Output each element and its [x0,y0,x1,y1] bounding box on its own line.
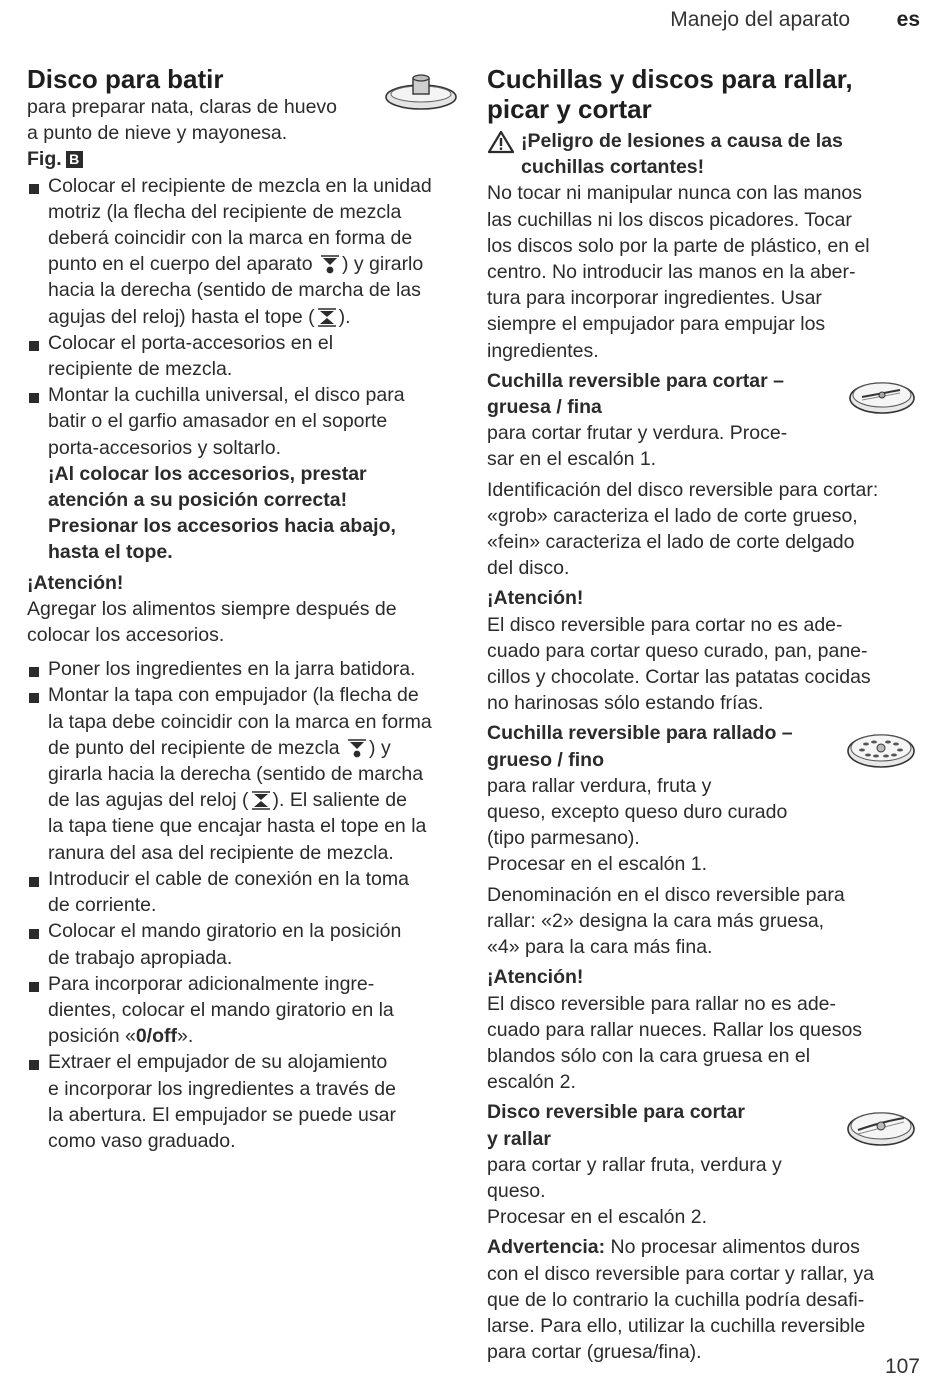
text-line: El disco reversible para rallar no es ade- [487,992,837,1015]
text-line: para cortar frutar y verdura. Proce- [487,422,788,445]
page-number: 107 [884,1355,920,1378]
text-line: sar en el escalón 1. [487,448,657,471]
text-line: siempre el empujador para empujar los [487,313,826,336]
text-line: cuado para cortar queso curado, pan, pane- [487,639,868,662]
text-span: ) y girarlo [341,253,424,276]
text-line: Para incorporar adicionalmente ingre- [48,972,375,995]
dot-mark-icon [318,254,342,274]
text-span: ) y [369,736,391,759]
bold-warning-line: hasta el tope. [48,541,173,564]
text-line: motriz (la flecha del recipiente de mezcla [48,200,402,223]
text-line: larse. Para ello, utilizar la cuchilla reversible [487,1314,866,1337]
text-span: ). [338,305,351,328]
text-line: Montar la cuchilla universal, el disco para [48,384,405,407]
bold-warning-line: Presionar los accesorios hacia abajo, [48,515,396,538]
attention-heading: ¡Atención! [487,587,584,610]
text-line: no harinosas sólo estando frías. [487,692,764,715]
subsection-title: y rallar [487,1127,551,1150]
list-item [27,1049,459,1154]
text-line: del disco. [487,557,570,580]
right-column [487,64,922,1365]
text-span: No procesar alimentos duros [610,1236,860,1259]
text-line: hacia la derecha (sentido de marcha de las [48,279,421,302]
text-line: Identificación del disco reversible para cortar: [487,478,879,501]
warning-triangle-icon [487,130,515,154]
text-line: queso, excepto queso duro curado [487,801,788,824]
header-language-code: es [896,8,920,31]
figure-label: Fig. [27,148,62,171]
text-line: para cortar (gruesa/fina). [487,1341,702,1364]
text-span: ». [176,1025,194,1048]
text-line: Montar la tapa con empujador (la flecha de [48,684,419,707]
text-line: Agregar los alimentos siempre después de [27,597,397,620]
grating-disc-illustration [846,730,916,770]
subsection-title: grueso / fino [487,748,604,771]
list-item [27,382,459,565]
text-line: Denominación en el disco reversible para [487,883,845,906]
subsection-title: Disco reversible para cortar [487,1101,745,1124]
text-line: Colocar el mando giratorio en la posición [48,920,402,943]
text-line: deberá coincidir con la marca en forma de [48,227,413,250]
text-line: como vaso graduado. [48,1129,236,1152]
text-line: No tocar ni manipular nunca con las manos [487,182,863,205]
text-line: Colocar el porta-accesorios en el [48,331,334,354]
text-line: Extraer el empujador de su alojamiento [48,1051,388,1074]
text-line: la tapa tiene que encajar hasta el tope en la [48,815,427,838]
text-line: Poner los ingredientes en la jarra batidora. [48,658,416,681]
stop-mark-icon [315,307,339,327]
text-line: blandos sólo con la cara gruesa en el [487,1044,811,1067]
advisory-label: Advertencia: [487,1236,606,1259]
header-section-title: Manejo del aparato [670,8,850,31]
danger-warning-heading [487,128,922,180]
subsection-title: gruesa / fina [487,396,602,419]
text-line: girarla hacia la derecha (sentido de marcha [48,763,424,786]
text-line [48,251,459,277]
text-span: posición « [48,1025,136,1048]
section-title-whisk-disc: Disco para batir [27,64,224,94]
text-line: colocar los accesorios. [27,624,225,647]
text-line: cuchillas cortantes! [521,156,705,179]
figure-letter-badge: B [66,151,83,168]
page-header [0,6,950,36]
text-line: porta-accesorios y soltarlo. [48,436,282,459]
text-line [48,787,459,813]
left-column [27,64,459,1154]
text-line: escalón 2. [487,1071,576,1094]
text-span: punto en el cuerpo del aparato [48,253,313,276]
off-position-label: 0/off [135,1025,177,1048]
list-item [27,971,459,1050]
text-line: El disco reversible para cortar no es ade- [487,613,843,636]
text-line [48,1023,459,1049]
slicing-disc-illustration [848,378,916,416]
bold-warning-line: atención a su posición correcta! [48,489,348,512]
list-item [27,173,459,330]
text-line: ingredientes. [487,339,599,362]
list-item [27,682,459,865]
text-span: de las agujas del reloj ( [48,789,249,812]
text-line [487,1234,922,1260]
text-line: Procesar en el escalón 1. [487,853,708,876]
text-line [48,735,459,761]
text-line: rallar: «2» designa la cara más gruesa, [487,909,825,932]
whisk-disc-illustration [383,70,459,114]
text-line: dientes, colocar el mando giratorio en la [48,998,394,1021]
text-line: batir o el garfio amasador en el soporte [48,410,388,433]
text-line [48,304,459,330]
text-line: Introducir el cable de conexión en la toma [48,867,409,890]
section-title-blades-line-2: picar y cortar [487,94,652,124]
intro-line-2: a punto de nieve y mayonesa. [27,122,288,145]
text-span: de punto del recipiente de mezcla [48,736,340,759]
text-line: queso. [487,1179,546,1202]
attention-heading: ¡Atención! [487,966,584,989]
text-line: «fein» caracteriza el lado de corte delgado [487,531,855,554]
text-line: para rallar verdura, fruta y [487,774,712,797]
list-item [27,866,459,918]
text-span: agujas del reloj) hasta el tope ( [48,305,315,328]
stop-mark-icon [249,790,273,810]
attention-heading: ¡Atención! [27,571,124,594]
text-line: tura para incorporar ingredientes. Usar [487,287,822,310]
text-line: centro. No introducir las manos en la aber- [487,261,856,284]
dot-mark-icon [345,738,369,758]
text-line: recipiente de mezcla. [48,358,233,381]
text-line: cillos y chocolate. Cortar las patatas cocidas [487,666,871,689]
intro-line-1: para preparar nata, claras de huevo [27,96,338,118]
figure-reference [27,146,459,172]
section-title-blades: Cuchillas y discos para rallar, [487,64,853,94]
list-item [27,330,459,382]
text-line: ¡Peligro de lesiones a causa de las [521,130,843,152]
subsection-title: Cuchilla reversible para cortar – [487,369,784,392]
text-line: e incorporar los ingredientes a través de [48,1077,396,1100]
text-line: para cortar y rallar fruta, verdura y [487,1153,782,1176]
list-item [27,656,459,682]
text-line: de trabajo apropiada. [48,946,233,969]
combo-disc-illustration [846,1108,916,1148]
text-line: la abertura. El empujador se puede usar [48,1103,396,1126]
text-line: Colocar el recipiente de mezcla en la unidad [48,174,432,197]
text-line: que de lo contrario la cuchilla podría desafi- [487,1288,865,1311]
subsection-title: Cuchilla reversible para rallado – [487,722,793,745]
text-line: «grob» caracteriza el lado de corte grueso, [487,504,858,527]
text-line: de corriente. [48,894,157,917]
bold-warning-line: ¡Al colocar los accesorios, prestar [48,462,367,485]
text-line: la tapa debe coincidir con la marca en forma [48,710,432,733]
text-span: ). El saliente de [272,789,407,812]
text-line: ranura del asa del recipiente de mezcla. [48,841,394,864]
text-line: con el disco reversible para cortar y rallar, ya [487,1262,874,1285]
text-line: cuado para rallar nueces. Rallar los quesos [487,1018,863,1041]
text-line: las cuchillas ni los discos picadores. Tocar [487,208,852,231]
list-item [27,918,459,970]
text-line: «4» para la cara más fina. [487,936,713,959]
text-line: los discos solo por la parte de plástico, en el [487,234,870,257]
text-line: (tipo parmesano). [487,827,640,850]
text-line: Procesar en el escalón 2. [487,1206,708,1229]
